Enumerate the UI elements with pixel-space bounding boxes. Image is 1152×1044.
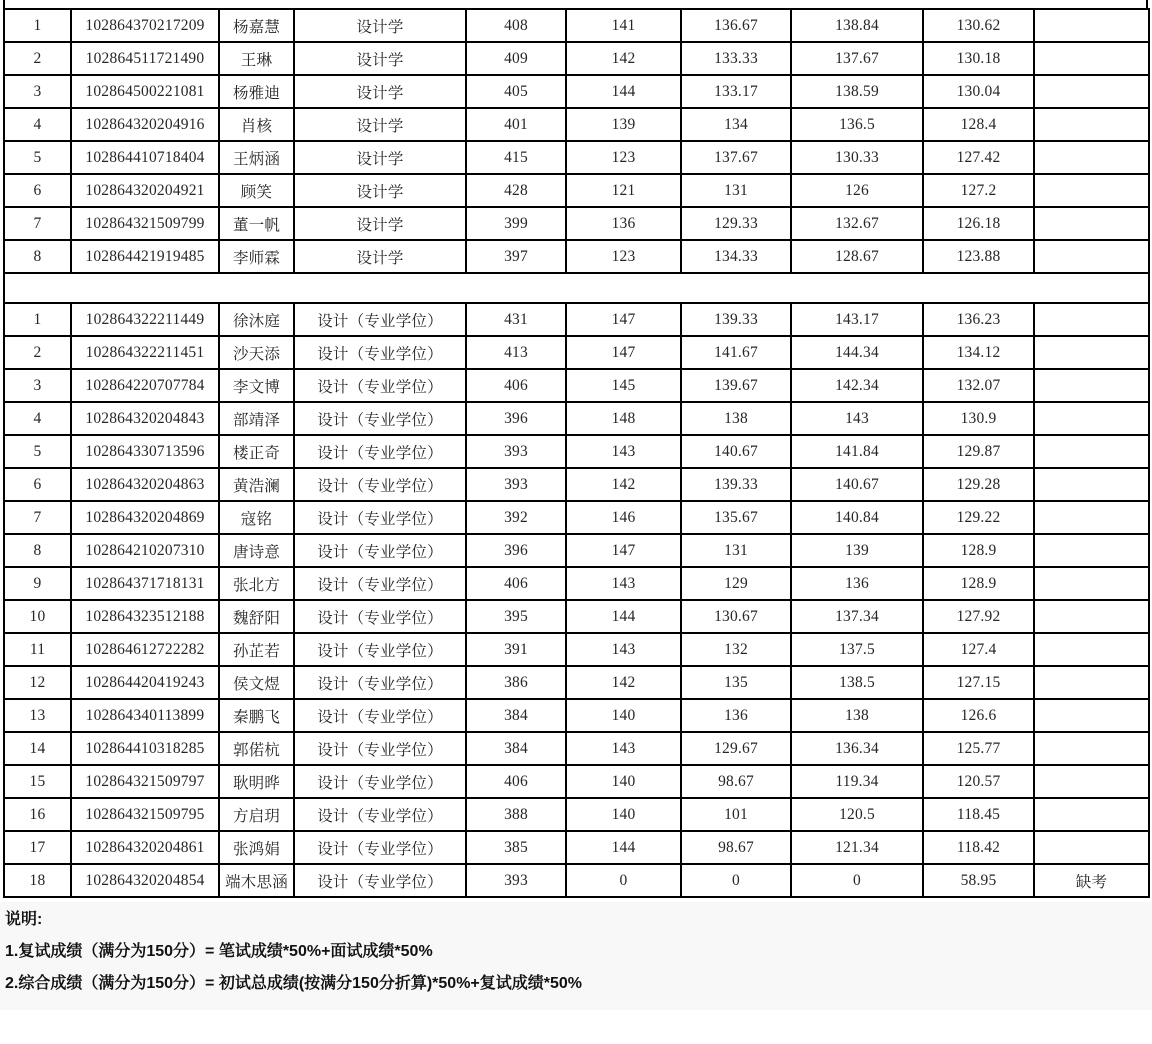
- comprehensive-score-cell: 128.9: [923, 567, 1034, 600]
- candidate-id-cell: 102864612722282: [71, 633, 219, 666]
- comprehensive-score-cell: 127.42: [923, 141, 1034, 174]
- comprehensive-score-cell: 118.42: [923, 831, 1034, 864]
- candidate-id-cell: 102864321509799: [71, 207, 219, 240]
- candidate-id-cell: 102864320204854: [71, 864, 219, 897]
- rank-cell: 13: [4, 699, 71, 732]
- table-row: [4, 108, 1149, 141]
- major-cell: 设计学: [294, 108, 466, 141]
- interview-score-cell: 136: [681, 699, 791, 732]
- comprehensive-score-cell: 123.88: [923, 240, 1034, 273]
- major-cell: 设计（专业学位）: [294, 402, 466, 435]
- interview-score-cell: 139.67: [681, 369, 791, 402]
- table-row: [4, 501, 1149, 534]
- interview-score-cell: 135: [681, 666, 791, 699]
- rank-cell: 2: [4, 42, 71, 75]
- name-cell: 王炳涵: [219, 141, 294, 174]
- written-score-cell: 147: [566, 534, 681, 567]
- interview-score-cell: 98.67: [681, 831, 791, 864]
- name-cell: 孙芷若: [219, 633, 294, 666]
- initial-total-score-cell: 384: [466, 732, 566, 765]
- major-cell: 设计（专业学位）: [294, 435, 466, 468]
- written-score-cell: 0: [566, 864, 681, 897]
- candidate-id-cell: 102864410718404: [71, 141, 219, 174]
- table-row: [4, 666, 1149, 699]
- interview-score-cell: 133.17: [681, 75, 791, 108]
- table-row: [4, 141, 1149, 174]
- written-score-cell: 139: [566, 108, 681, 141]
- retest-score-cell: 138.59: [791, 75, 923, 108]
- initial-total-score-cell: 415: [466, 141, 566, 174]
- comprehensive-score-cell: 126.18: [923, 207, 1034, 240]
- written-score-cell: 143: [566, 435, 681, 468]
- initial-total-score-cell: 395: [466, 600, 566, 633]
- written-score-cell: 144: [566, 600, 681, 633]
- initial-total-score-cell: 397: [466, 240, 566, 273]
- major-cell: 设计学: [294, 174, 466, 207]
- interview-score-cell: 141.67: [681, 336, 791, 369]
- retest-score-cell: 120.5: [791, 798, 923, 831]
- initial-total-score-cell: 384: [466, 699, 566, 732]
- comprehensive-score-cell: 118.45: [923, 798, 1034, 831]
- table-row: [4, 336, 1149, 369]
- table-row: [4, 567, 1149, 600]
- candidate-id-cell: 102864322211451: [71, 336, 219, 369]
- table-row: [4, 732, 1149, 765]
- retest-score-cell: 142.34: [791, 369, 923, 402]
- written-score-cell: 142: [566, 42, 681, 75]
- table-row: [4, 435, 1149, 468]
- candidate-id-cell: 102864320204861: [71, 831, 219, 864]
- remark-cell: [1034, 174, 1149, 207]
- comprehensive-score-cell: 134.12: [923, 336, 1034, 369]
- comprehensive-score-cell: 129.28: [923, 468, 1034, 501]
- candidate-id-cell: 102864500221081: [71, 75, 219, 108]
- rank-cell: 2: [4, 336, 71, 369]
- major-cell: 设计（专业学位）: [294, 369, 466, 402]
- written-score-cell: 140: [566, 765, 681, 798]
- retest-score-cell: 136: [791, 567, 923, 600]
- name-cell: 顾笑: [219, 174, 294, 207]
- comprehensive-score-cell: 128.4: [923, 108, 1034, 141]
- comprehensive-score-cell: 130.9: [923, 402, 1034, 435]
- interview-score-cell: 129.33: [681, 207, 791, 240]
- major-cell: 设计（专业学位）: [294, 765, 466, 798]
- table-row: [4, 303, 1149, 336]
- major-cell: 设计（专业学位）: [294, 633, 466, 666]
- interview-score-cell: 138: [681, 402, 791, 435]
- name-cell: 部靖泽: [219, 402, 294, 435]
- table-row: [4, 207, 1149, 240]
- initial-total-score-cell: 399: [466, 207, 566, 240]
- retest-score-cell: 126: [791, 174, 923, 207]
- major-cell: 设计学: [294, 141, 466, 174]
- rank-cell: 5: [4, 435, 71, 468]
- rank-cell: 15: [4, 765, 71, 798]
- comprehensive-score-cell: 125.77: [923, 732, 1034, 765]
- name-cell: 王琳: [219, 42, 294, 75]
- interview-score-cell: 137.67: [681, 141, 791, 174]
- candidate-id-cell: 102864320204843: [71, 402, 219, 435]
- name-cell: 徐沐庭: [219, 303, 294, 336]
- rank-cell: 9: [4, 567, 71, 600]
- name-cell: 张北方: [219, 567, 294, 600]
- table-row: [4, 831, 1149, 864]
- initial-total-score-cell: 393: [466, 864, 566, 897]
- rank-cell: 4: [4, 402, 71, 435]
- initial-total-score-cell: 413: [466, 336, 566, 369]
- interview-score-cell: 133.33: [681, 42, 791, 75]
- remark-cell: [1034, 108, 1149, 141]
- written-score-cell: 141: [566, 9, 681, 42]
- initial-total-score-cell: 393: [466, 468, 566, 501]
- name-cell: 方启玥: [219, 798, 294, 831]
- retest-score-cell: 144.34: [791, 336, 923, 369]
- table-row: [4, 864, 1149, 897]
- table-row: [4, 699, 1149, 732]
- comprehensive-score-cell: 130.04: [923, 75, 1034, 108]
- comprehensive-score-cell: 127.92: [923, 600, 1034, 633]
- initial-total-score-cell: 406: [466, 765, 566, 798]
- major-cell: 设计学: [294, 9, 466, 42]
- major-cell: 设计学: [294, 42, 466, 75]
- remark-cell: [1034, 141, 1149, 174]
- candidate-id-cell: 102864371718131: [71, 567, 219, 600]
- notes-section: [0, 902, 1152, 1010]
- written-score-cell: 143: [566, 732, 681, 765]
- interview-score-cell: 101: [681, 798, 791, 831]
- table-row: [4, 42, 1149, 75]
- written-score-cell: 143: [566, 567, 681, 600]
- rank-cell: 7: [4, 501, 71, 534]
- candidate-id-cell: 102864320204916: [71, 108, 219, 141]
- name-cell: 魏舒阳: [219, 600, 294, 633]
- retest-score-cell: 143: [791, 402, 923, 435]
- section-separator-cell: [4, 273, 1149, 303]
- name-cell: 肖核: [219, 108, 294, 141]
- name-cell: 侯文煜: [219, 666, 294, 699]
- major-cell: 设计学: [294, 240, 466, 273]
- rank-cell: 7: [4, 207, 71, 240]
- initial-total-score-cell: 405: [466, 75, 566, 108]
- remark-cell: [1034, 765, 1149, 798]
- retest-score-cell: 137.67: [791, 42, 923, 75]
- rank-cell: 11: [4, 633, 71, 666]
- retest-score-cell: 138: [791, 699, 923, 732]
- written-score-cell: 146: [566, 501, 681, 534]
- rank-cell: 17: [4, 831, 71, 864]
- remark-cell: [1034, 240, 1149, 273]
- retest-score-cell: 138.84: [791, 9, 923, 42]
- interview-score-cell: 0: [681, 864, 791, 897]
- retest-score-cell: 0: [791, 864, 923, 897]
- name-cell: 张鸿娟: [219, 831, 294, 864]
- retest-score-cell: 136.34: [791, 732, 923, 765]
- retest-score-cell: 119.34: [791, 765, 923, 798]
- rank-cell: 10: [4, 600, 71, 633]
- rank-cell: 5: [4, 141, 71, 174]
- retest-score-cell: 138.5: [791, 666, 923, 699]
- retest-score-cell: 132.67: [791, 207, 923, 240]
- written-score-cell: 136: [566, 207, 681, 240]
- remark-cell: [1034, 633, 1149, 666]
- remark-cell: [1034, 567, 1149, 600]
- major-cell: 设计（专业学位）: [294, 567, 466, 600]
- interview-score-cell: 129.67: [681, 732, 791, 765]
- major-cell: 设计（专业学位）: [294, 501, 466, 534]
- interview-score-cell: 131: [681, 534, 791, 567]
- remark-cell: [1034, 732, 1149, 765]
- interview-score-cell: 134.33: [681, 240, 791, 273]
- name-cell: 杨嘉慧: [219, 9, 294, 42]
- rank-cell: 16: [4, 798, 71, 831]
- candidate-id-cell: 102864410318285: [71, 732, 219, 765]
- remark-cell: [1034, 666, 1149, 699]
- written-score-cell: 147: [566, 303, 681, 336]
- remark-cell: [1034, 75, 1149, 108]
- written-score-cell: 121: [566, 174, 681, 207]
- table-row: [4, 174, 1149, 207]
- rank-cell: 8: [4, 240, 71, 273]
- written-score-cell: 140: [566, 699, 681, 732]
- comprehensive-score-cell: 58.95: [923, 864, 1034, 897]
- interview-score-cell: 135.67: [681, 501, 791, 534]
- note-retest-formula: 1.复试成绩（满分为150分）= 笔试成绩*50%+面试成绩*50%: [5, 943, 433, 960]
- rank-cell: 4: [4, 108, 71, 141]
- comprehensive-score-cell: 130.18: [923, 42, 1034, 75]
- candidate-id-cell: 102864320204921: [71, 174, 219, 207]
- written-score-cell: 123: [566, 240, 681, 273]
- comprehensive-score-cell: 128.9: [923, 534, 1034, 567]
- comprehensive-score-cell: 126.6: [923, 699, 1034, 732]
- candidate-id-cell: 102864320204869: [71, 501, 219, 534]
- remark-cell: [1034, 501, 1149, 534]
- written-score-cell: 147: [566, 336, 681, 369]
- interview-score-cell: 139.33: [681, 468, 791, 501]
- rank-cell: 6: [4, 174, 71, 207]
- rank-cell: 12: [4, 666, 71, 699]
- section-separator-row: [4, 273, 1149, 303]
- interview-score-cell: 131: [681, 174, 791, 207]
- name-cell: 寇铭: [219, 501, 294, 534]
- comprehensive-score-cell: 132.07: [923, 369, 1034, 402]
- rank-cell: 8: [4, 534, 71, 567]
- major-cell: 设计（专业学位）: [294, 600, 466, 633]
- retest-score-cell: 140.67: [791, 468, 923, 501]
- name-cell: 秦鹏飞: [219, 699, 294, 732]
- initial-total-score-cell: 396: [466, 534, 566, 567]
- comprehensive-score-cell: 136.23: [923, 303, 1034, 336]
- retest-score-cell: 143.17: [791, 303, 923, 336]
- rank-cell: 3: [4, 75, 71, 108]
- interview-score-cell: 136.67: [681, 9, 791, 42]
- rank-cell: 3: [4, 369, 71, 402]
- remark-cell: [1034, 831, 1149, 864]
- major-cell: 设计学: [294, 75, 466, 108]
- table-row: [4, 240, 1149, 273]
- retest-score-cell: 128.67: [791, 240, 923, 273]
- comprehensive-score-cell: 130.62: [923, 9, 1034, 42]
- initial-total-score-cell: 406: [466, 369, 566, 402]
- candidate-id-cell: 102864370217209: [71, 9, 219, 42]
- initial-total-score-cell: 392: [466, 501, 566, 534]
- note-comprehensive-formula: 2.综合成绩（满分为150分）= 初试总成绩(按满分150分折算)*50%+复试成绩*50%: [5, 975, 583, 992]
- written-score-cell: 143: [566, 633, 681, 666]
- table-row: [4, 9, 1149, 42]
- remark-cell: [1034, 207, 1149, 240]
- table-row: [4, 75, 1149, 108]
- comprehensive-score-cell: 127.15: [923, 666, 1034, 699]
- name-cell: 黄浩澜: [219, 468, 294, 501]
- name-cell: 端木思涵: [219, 864, 294, 897]
- initial-total-score-cell: 401: [466, 108, 566, 141]
- interview-score-cell: 139.33: [681, 303, 791, 336]
- candidate-id-cell: 102864322211449: [71, 303, 219, 336]
- major-cell: 设计学: [294, 207, 466, 240]
- name-cell: 郭偌杭: [219, 732, 294, 765]
- major-cell: 设计（专业学位）: [294, 303, 466, 336]
- name-cell: 杨雅迪: [219, 75, 294, 108]
- table-row: [4, 534, 1149, 567]
- interview-score-cell: 140.67: [681, 435, 791, 468]
- written-score-cell: 140: [566, 798, 681, 831]
- remark-cell: [1034, 9, 1149, 42]
- table-row: [4, 468, 1149, 501]
- interview-score-cell: 129: [681, 567, 791, 600]
- initial-total-score-cell: 396: [466, 402, 566, 435]
- major-cell: 设计（专业学位）: [294, 666, 466, 699]
- comprehensive-score-cell: 129.87: [923, 435, 1034, 468]
- remark-cell: [1034, 42, 1149, 75]
- major-cell: 设计（专业学位）: [294, 831, 466, 864]
- retest-score-cell: 139: [791, 534, 923, 567]
- comprehensive-score-cell: 129.22: [923, 501, 1034, 534]
- remark-cell: 缺考: [1034, 864, 1149, 897]
- candidate-id-cell: 102864420419243: [71, 666, 219, 699]
- written-score-cell: 148: [566, 402, 681, 435]
- name-cell: 唐诗意: [219, 534, 294, 567]
- candidate-id-cell: 102864320204863: [71, 468, 219, 501]
- candidate-id-cell: 102864330713596: [71, 435, 219, 468]
- major-cell: 设计（专业学位）: [294, 336, 466, 369]
- interview-score-cell: 132: [681, 633, 791, 666]
- table-row: [4, 600, 1149, 633]
- remark-cell: [1034, 798, 1149, 831]
- candidate-id-cell: 102864220707784: [71, 369, 219, 402]
- initial-total-score-cell: 393: [466, 435, 566, 468]
- cutoff-row-sliver: [3, 0, 1148, 8]
- retest-score-cell: 137.5: [791, 633, 923, 666]
- comprehensive-score-cell: 127.4: [923, 633, 1034, 666]
- interview-score-cell: 134: [681, 108, 791, 141]
- remark-cell: [1034, 336, 1149, 369]
- initial-total-score-cell: 431: [466, 303, 566, 336]
- written-score-cell: 142: [566, 468, 681, 501]
- name-cell: 沙天添: [219, 336, 294, 369]
- remark-cell: [1034, 303, 1149, 336]
- rank-cell: 14: [4, 732, 71, 765]
- name-cell: 耿明晔: [219, 765, 294, 798]
- notes-title: 说明:: [5, 911, 43, 928]
- written-score-cell: 142: [566, 666, 681, 699]
- candidate-id-cell: 102864321509795: [71, 798, 219, 831]
- interview-score-cell: 130.67: [681, 600, 791, 633]
- table-row: [4, 633, 1149, 666]
- name-cell: 李文博: [219, 369, 294, 402]
- table-row: [4, 765, 1149, 798]
- initial-total-score-cell: 386: [466, 666, 566, 699]
- written-score-cell: 145: [566, 369, 681, 402]
- candidate-id-cell: 102864210207310: [71, 534, 219, 567]
- retest-score-cell: 140.84: [791, 501, 923, 534]
- name-cell: 楼正奇: [219, 435, 294, 468]
- retest-score-cell: 130.33: [791, 141, 923, 174]
- written-score-cell: 144: [566, 831, 681, 864]
- initial-total-score-cell: 385: [466, 831, 566, 864]
- table-row: [4, 402, 1149, 435]
- initial-total-score-cell: 391: [466, 633, 566, 666]
- retest-score-cell: 136.5: [791, 108, 923, 141]
- comprehensive-score-cell: 127.2: [923, 174, 1034, 207]
- remark-cell: [1034, 402, 1149, 435]
- candidate-id-cell: 102864321509797: [71, 765, 219, 798]
- remark-cell: [1034, 468, 1149, 501]
- candidate-id-cell: 102864511721490: [71, 42, 219, 75]
- rank-cell: 1: [4, 9, 71, 42]
- table-row: [4, 369, 1149, 402]
- remark-cell: [1034, 435, 1149, 468]
- table-row: [4, 798, 1149, 831]
- written-score-cell: 144: [566, 75, 681, 108]
- remark-cell: [1034, 369, 1149, 402]
- interview-score-cell: 98.67: [681, 765, 791, 798]
- major-cell: 设计（专业学位）: [294, 468, 466, 501]
- major-cell: 设计（专业学位）: [294, 864, 466, 897]
- initial-total-score-cell: 388: [466, 798, 566, 831]
- retest-score-cell: 141.84: [791, 435, 923, 468]
- initial-total-score-cell: 406: [466, 567, 566, 600]
- initial-total-score-cell: 408: [466, 9, 566, 42]
- name-cell: 董一帆: [219, 207, 294, 240]
- score-table-body: [4, 9, 1149, 897]
- major-cell: 设计（专业学位）: [294, 699, 466, 732]
- major-cell: 设计（专业学位）: [294, 534, 466, 567]
- rank-cell: 6: [4, 468, 71, 501]
- score-table: [3, 8, 1150, 898]
- comprehensive-score-cell: 120.57: [923, 765, 1034, 798]
- rank-cell: 1: [4, 303, 71, 336]
- retest-score-cell: 121.34: [791, 831, 923, 864]
- remark-cell: [1034, 600, 1149, 633]
- retest-score-cell: 137.34: [791, 600, 923, 633]
- remark-cell: [1034, 699, 1149, 732]
- initial-total-score-cell: 409: [466, 42, 566, 75]
- candidate-id-cell: 102864340113899: [71, 699, 219, 732]
- major-cell: 设计（专业学位）: [294, 798, 466, 831]
- candidate-id-cell: 102864323512188: [71, 600, 219, 633]
- remark-cell: [1034, 534, 1149, 567]
- rank-cell: 18: [4, 864, 71, 897]
- candidate-id-cell: 102864421919485: [71, 240, 219, 273]
- major-cell: 设计（专业学位）: [294, 732, 466, 765]
- written-score-cell: 123: [566, 141, 681, 174]
- name-cell: 李师霖: [219, 240, 294, 273]
- initial-total-score-cell: 428: [466, 174, 566, 207]
